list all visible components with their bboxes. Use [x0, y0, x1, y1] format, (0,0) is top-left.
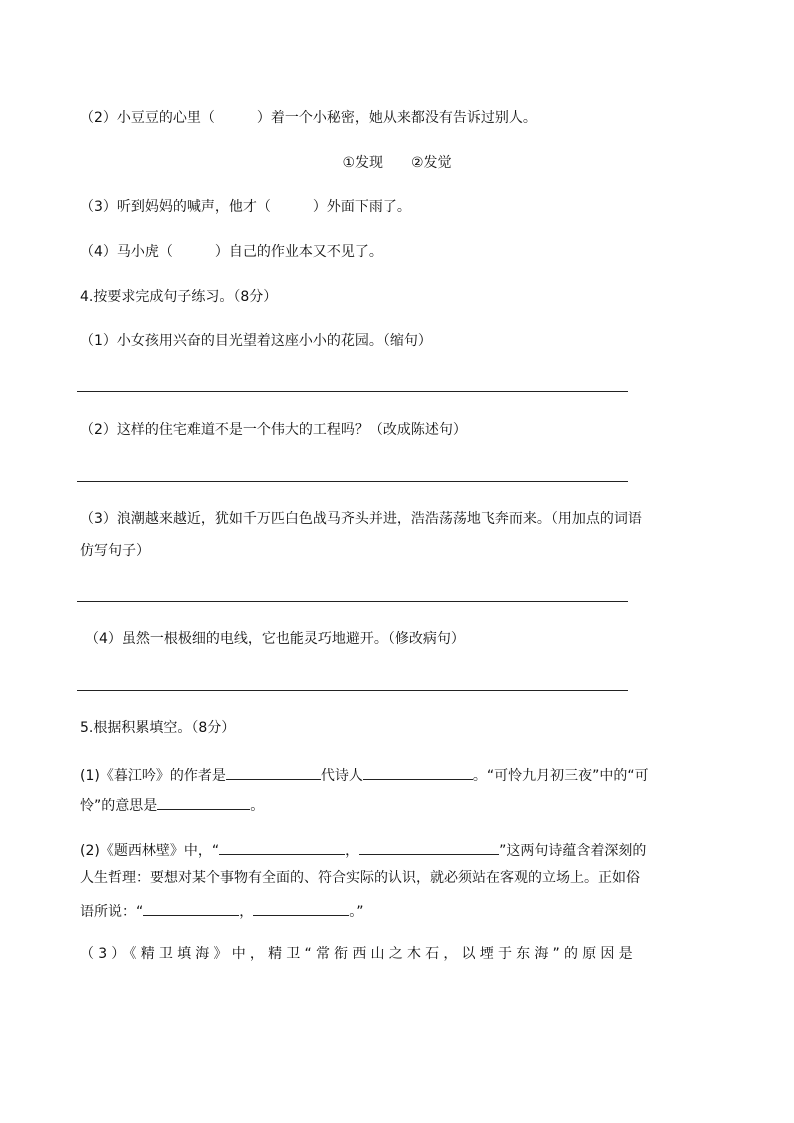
q3-options: ①发现 ②发觉 [342, 155, 452, 171]
fill-blank-dynasty[interactable] [363, 763, 473, 780]
q5-item-1-text-c: 。“可怜九月初三夜”中的“可 [472, 768, 649, 784]
answer-line[interactable] [77, 690, 628, 691]
q3-item-2: （2）小豆豆的心里（ ）着一个小秘密，她从来都没有告诉过别人。 [80, 110, 537, 126]
q5-item-2-text-f: 。” [349, 904, 364, 920]
fill-blank-poem-line-2[interactable] [359, 838, 499, 855]
q5-item-1-text-a: (1)《暮江吟》的作者是 [80, 768, 226, 784]
q5-item-2-line-1 [80, 838, 646, 861]
q3-item-4: （4）马小虎（ ）自己的作业本又不见了。 [80, 244, 383, 260]
q5-item-2-line-3 [80, 899, 364, 922]
fill-blank-meaning[interactable] [157, 793, 250, 810]
q5-item-1-text-e: 。 [250, 798, 265, 814]
q5-item-3: （3）《精卫填海》中，精卫“常衔西山之木石，以堙于东海”的原因是 [80, 946, 637, 962]
q5-item-2-text-a: (2)《题西林壁》中，“ [80, 843, 220, 859]
answer-line[interactable] [77, 391, 628, 392]
q5-item-1-text-b: 代诗人 [320, 768, 363, 784]
q5-item-2-text-d: 语所说：“ [80, 904, 144, 920]
q5-item-2-text-e: ， [239, 904, 254, 920]
answer-line[interactable] [77, 481, 628, 482]
q4-item-3-line-2: 仿写句子） [80, 543, 150, 559]
q5-item-1-line-1 [80, 763, 649, 786]
fill-blank-proverb-1[interactable] [143, 899, 239, 916]
answer-line[interactable] [77, 601, 628, 602]
q5-item-2-text-c: ”这两句诗蕴含着深刻的 [499, 843, 647, 859]
q5-item-1-line-2 [80, 793, 264, 816]
q5-item-2-text-b: ， [345, 843, 360, 859]
q4-item-3-line-1: （3）浪潮越来越近，犹如千万匹白色战马齐头并进，浩浩荡荡地飞奔而来。（用加点的词语 [80, 511, 642, 527]
q5-heading: 5.根据积累填空。（8分） [80, 720, 236, 736]
fill-blank-poem-line-1[interactable] [219, 838, 345, 855]
q4-heading: 4.按要求完成句子练习。（8分） [80, 289, 278, 305]
q3-item-3: （3）听到妈妈的喊声，他才（ ）外面下雨了。 [80, 199, 411, 215]
q4-item-4: （4）虽然一根极细的电线，它也能灵巧地避开。（修改病句） [85, 631, 465, 647]
q4-item-1: （1）小女孩用兴奋的目光望着这座小小的花园。（缩句） [80, 333, 432, 349]
q5-item-1-text-d: 怜”的意思是 [80, 798, 158, 814]
q4-item-2: （2）这样的住宅难道不是一个伟大的工程吗？（改成陈述句） [80, 422, 467, 438]
q5-item-2-line-2: 人生哲理：要想对某个事物有全面的、符合实际的认识，就必须站在客观的立场上。正如俗 [80, 870, 640, 886]
fill-blank-author[interactable] [226, 763, 321, 780]
fill-blank-proverb-2[interactable] [253, 899, 349, 916]
